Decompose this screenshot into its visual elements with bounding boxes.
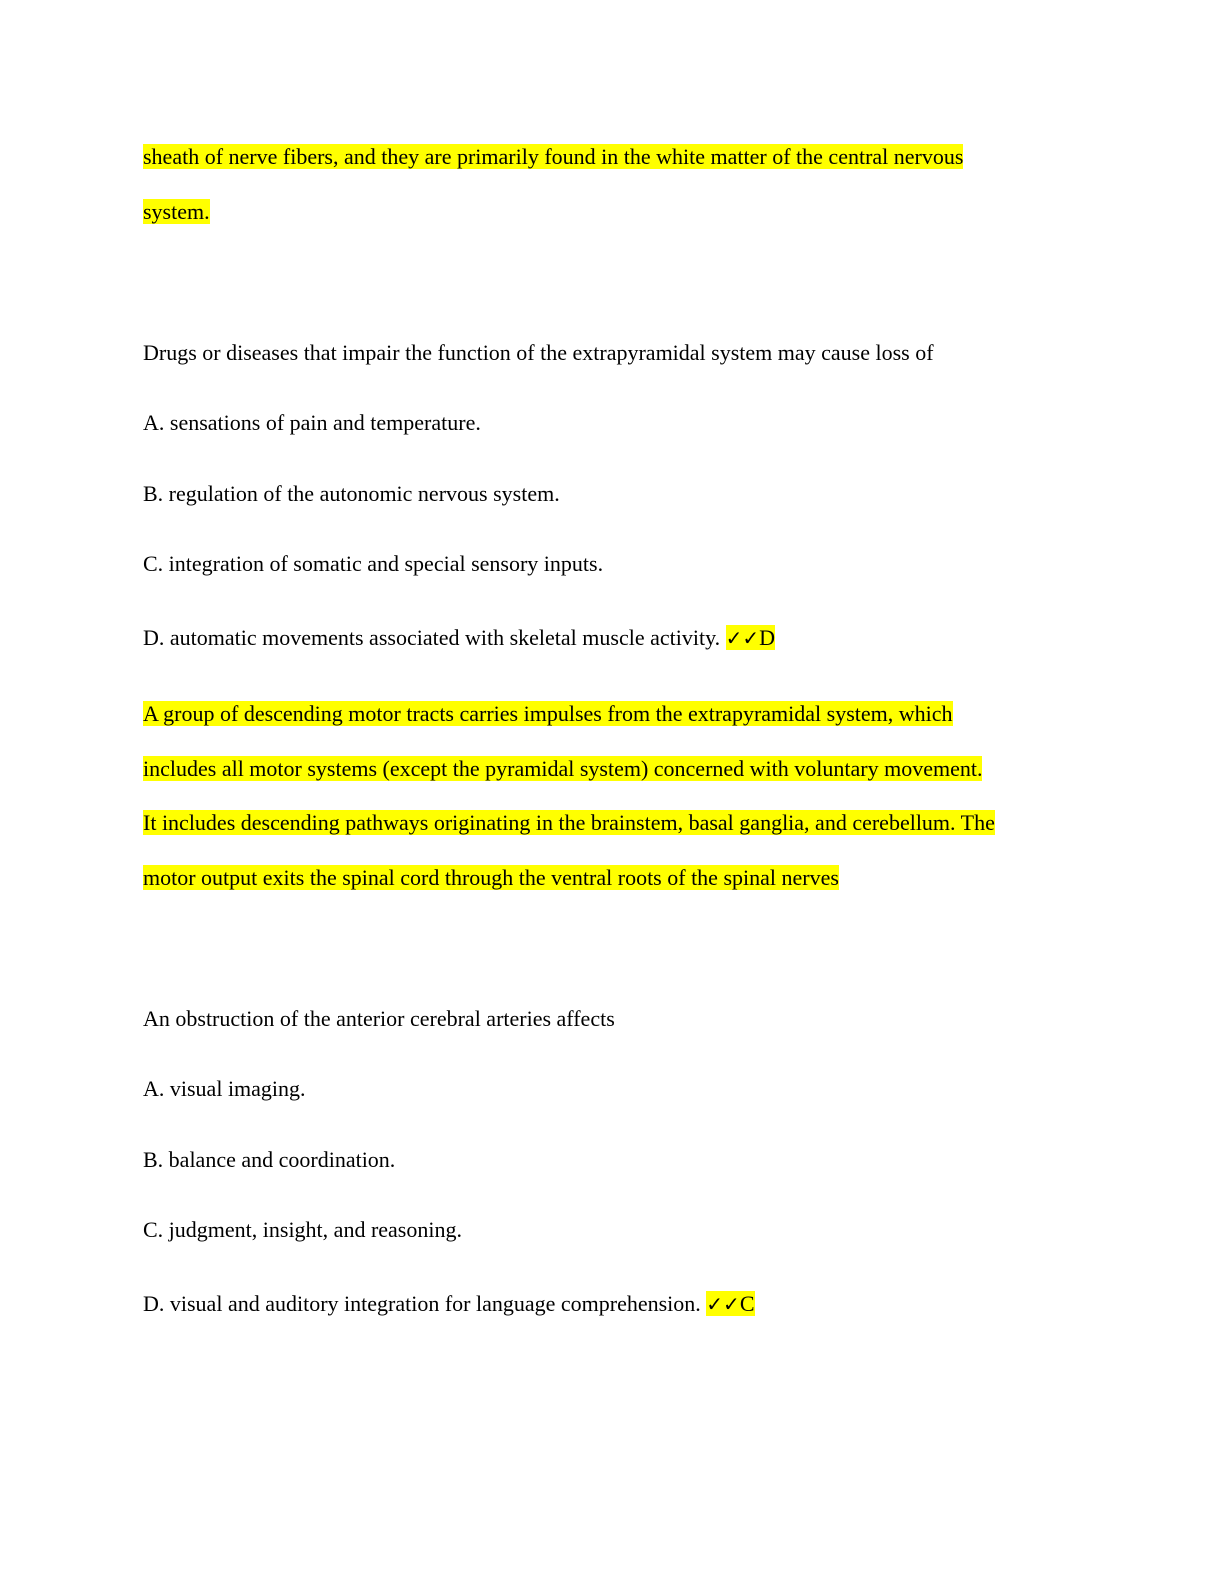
question-1-option-a: A. sensations of pain and temperature. [143, 410, 481, 435]
answer-key [706, 1291, 754, 1316]
question-1-explanation-line-3 [143, 810, 995, 836]
answer-letter: C [739, 1291, 755, 1316]
answer-key [726, 625, 775, 650]
highlighted-text: includes all motor systems (except the pyramidal system) concerned with voluntary movement. [143, 756, 983, 781]
question-1-explanation-line-2 [143, 756, 982, 782]
highlighted-text: A group of descending motor tracts carries impulses from the extrapyramidal system, which [143, 701, 953, 726]
highlighted-text: system. [143, 199, 210, 224]
continuation-line-1 [143, 144, 963, 170]
question-1-option-d [143, 625, 775, 651]
option-d-text: D. visual and auditory integration for language comprehension. [143, 1291, 701, 1316]
highlighted-text: motor output exits the spinal cord through the ventral roots of the spinal nerves [143, 865, 839, 890]
highlighted-text: It includes descending pathways originating in the brainstem, basal ganglia, and cerebellum. The [143, 810, 995, 835]
question-1-explanation-line-1 [143, 701, 953, 727]
question-2-option-d [143, 1291, 755, 1317]
question-1-option-b: B. regulation of the autonomic nervous system. [143, 481, 560, 506]
double-check-icon: ✓✓ [706, 1292, 740, 1316]
highlighted-text: sheath of nerve fibers, and they are primarily found in the white matter of the central nervous [143, 144, 964, 169]
question-2-stem: An obstruction of the anterior cerebral arteries affects [143, 1006, 615, 1031]
question-1-stem: Drugs or diseases that impair the function of the extrapyramidal system may cause loss of [143, 340, 934, 365]
continuation-line-2 [143, 199, 210, 225]
question-1-explanation-line-4 [143, 865, 839, 891]
option-d-text: D. automatic movements associated with skeletal muscle activity. [143, 625, 721, 650]
question-2-option-a: A. visual imaging. [143, 1076, 306, 1101]
double-check-icon: ✓✓ [725, 626, 760, 650]
question-2-option-c: C. judgment, insight, and reasoning. [143, 1217, 462, 1242]
answer-letter: D [759, 625, 776, 650]
question-2-option-b: B. balance and coordination. [143, 1147, 396, 1172]
question-1-option-c: C. integration of somatic and special sensory inputs. [143, 551, 604, 576]
